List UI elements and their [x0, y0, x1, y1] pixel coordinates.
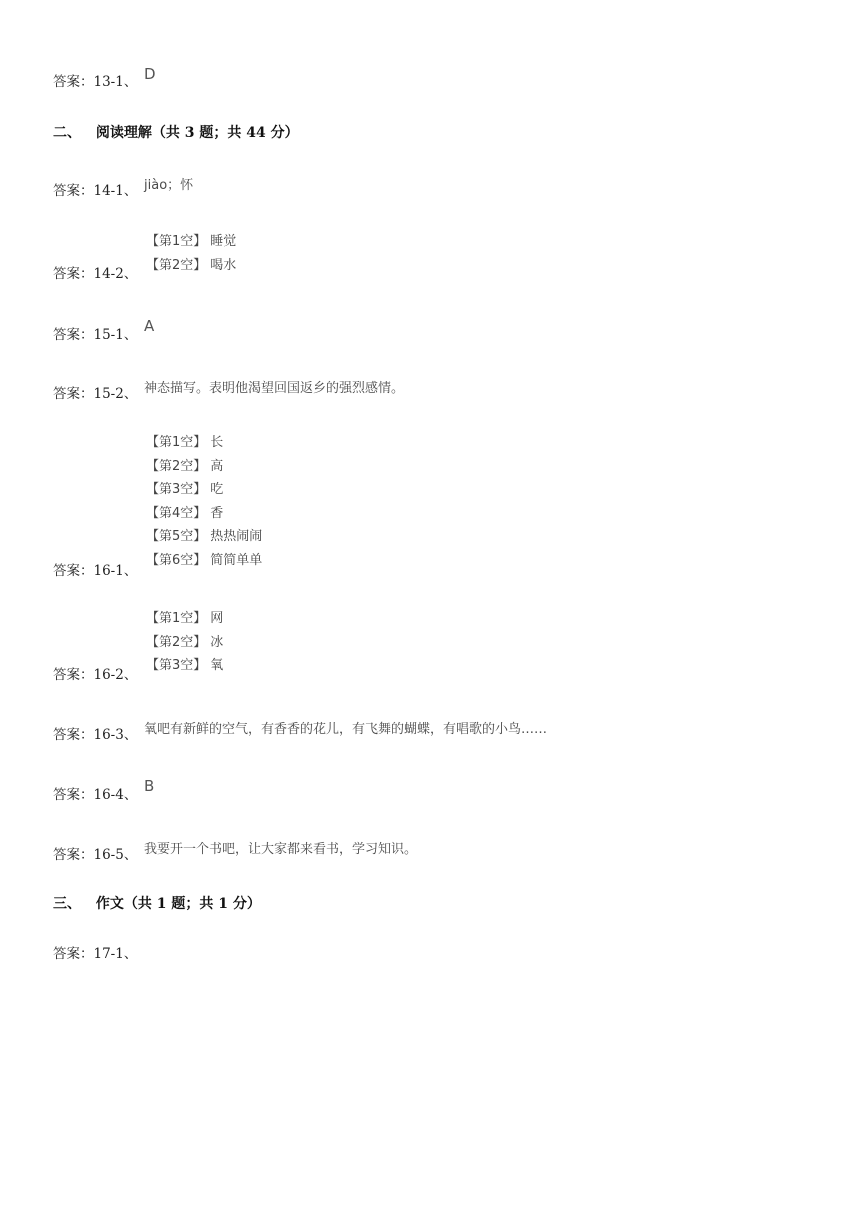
- blank-tag: 【第4空】: [146, 505, 207, 521]
- blank-value: 热热闹闹: [210, 529, 263, 545]
- answer-id: 16-3、: [93, 727, 138, 743]
- answer-15-1-value: A: [144, 317, 155, 335]
- answer-id: 15-1、: [93, 327, 138, 343]
- blank-value: 喝水: [210, 257, 237, 273]
- blank-row: [146, 455, 262, 479]
- blank-row: [146, 254, 236, 278]
- answer-16-2-blanks: [146, 607, 223, 678]
- answer-id: 14-2、: [93, 266, 138, 282]
- section-number: 二、: [53, 125, 81, 141]
- answer-14-2-label: [53, 262, 137, 282]
- blank-value: 长: [210, 435, 224, 450]
- section-3-heading: [53, 893, 261, 913]
- answer-14-1-value: jiào；怀: [144, 178, 194, 193]
- answer-prefix: 答案：: [53, 787, 94, 803]
- answer-16-1-label: [53, 559, 137, 579]
- blank-tag: 【第2空】: [146, 458, 207, 474]
- answer-prefix: 答案：: [53, 327, 94, 343]
- blank-value: 高: [210, 458, 224, 474]
- answer-16-3-label: [53, 723, 137, 743]
- answer-13-1-label: [53, 70, 137, 90]
- answer-prefix: 答案：: [53, 847, 94, 863]
- answer-id: 15-2、: [93, 386, 138, 402]
- answer-prefix: 答案：: [53, 183, 94, 199]
- answer-prefix: 答案：: [53, 727, 94, 743]
- blank-tag: 【第2空】: [146, 257, 207, 273]
- section-number: 三、: [53, 896, 81, 912]
- blank-row: [146, 607, 223, 631]
- answer-prefix: 答案：: [53, 74, 94, 90]
- answer-17-1-label: [53, 942, 137, 962]
- answer-16-4-label: [53, 783, 137, 803]
- section-title: 作文（共 1 题；共 1 分）: [95, 896, 261, 912]
- answer-prefix: 答案：: [53, 386, 94, 402]
- answer-13-1-value: D: [144, 65, 156, 83]
- answer-16-2-label: [53, 663, 137, 683]
- answer-id: 16-2、: [93, 667, 138, 683]
- blank-tag: 【第2空】: [146, 634, 207, 650]
- blank-value: 香: [210, 505, 224, 521]
- blank-row: [146, 431, 262, 455]
- answer-id: 17-1、: [93, 946, 138, 962]
- blank-row: [146, 654, 223, 678]
- blank-value: 简简单单: [210, 552, 263, 568]
- answer-id: 14-1、: [93, 183, 138, 199]
- answer-15-2-value: 神态描写。表明他渴望回国返乡的强烈感情。: [144, 381, 405, 396]
- answer-id: 13-1、: [93, 74, 138, 90]
- answer-14-1-label: [53, 179, 137, 199]
- answer-16-3-value: 氧吧有新鲜的空气，有香香的花儿，有飞舞的蝴蝶，有唱歌的小鸟……: [144, 722, 548, 737]
- section-2-heading: [53, 122, 299, 142]
- answer-id: 16-5、: [93, 847, 138, 863]
- blank-value: 冰: [210, 634, 224, 650]
- blank-row: [146, 549, 262, 573]
- answer-15-2-label: [53, 382, 137, 402]
- blank-value: 氧: [210, 658, 224, 674]
- answer-prefix: 答案：: [53, 266, 94, 282]
- blank-tag: 【第6空】: [146, 552, 207, 568]
- blank-tag: 【第3空】: [146, 482, 207, 498]
- blank-row: [146, 502, 262, 526]
- section-title: 阅读理解（共 3 题；共 44 分）: [95, 125, 299, 141]
- blank-value: 吃: [210, 482, 224, 498]
- blank-tag: 【第1空】: [146, 435, 207, 450]
- answer-15-1-label: [53, 323, 137, 343]
- answer-14-2-blanks: [146, 230, 236, 277]
- answer-16-5-label: [53, 843, 137, 863]
- answer-id: 16-1、: [93, 563, 138, 579]
- blank-row: [146, 230, 236, 254]
- blank-value: 网: [210, 611, 224, 626]
- answer-16-5-value: 我要开一个书吧，让大家都来看书，学习知识。: [144, 842, 418, 857]
- blank-row: [146, 525, 262, 549]
- blank-value: 睡觉: [210, 234, 237, 249]
- blank-row: [146, 631, 223, 655]
- blank-tag: 【第5空】: [146, 529, 207, 545]
- blank-tag: 【第1空】: [146, 611, 207, 626]
- blank-tag: 【第3空】: [146, 658, 207, 674]
- blank-row: [146, 478, 262, 502]
- answer-prefix: 答案：: [53, 563, 94, 579]
- blank-tag: 【第1空】: [146, 234, 207, 249]
- answer-16-1-blanks: [146, 431, 262, 573]
- answer-id: 16-4、: [93, 787, 138, 803]
- answer-16-4-value: B: [144, 777, 155, 795]
- answer-prefix: 答案：: [53, 946, 94, 962]
- answer-prefix: 答案：: [53, 667, 94, 683]
